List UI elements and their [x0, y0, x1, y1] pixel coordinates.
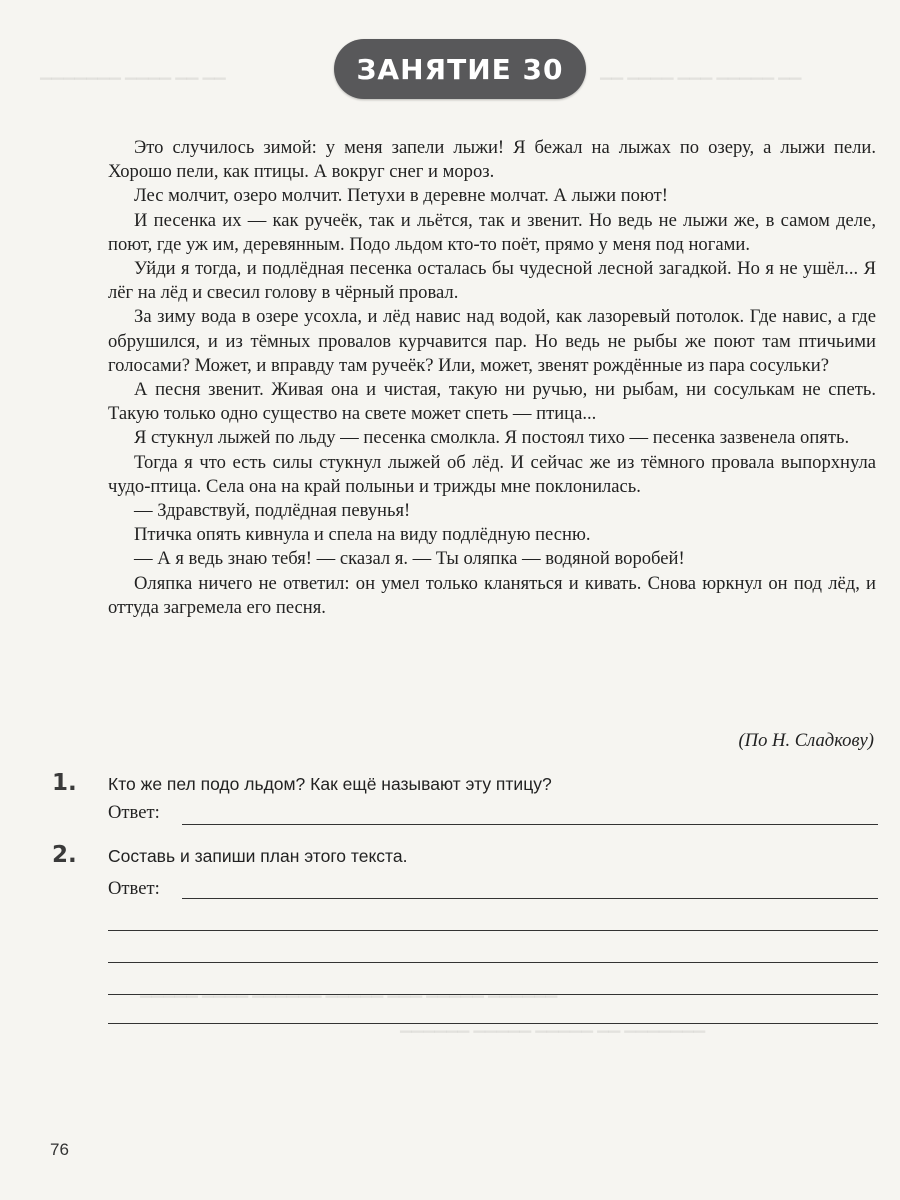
story-paragraph: — А я ведь знаю тебя! — сказал я. — Ты оляпка — водяной воробей! — [134, 548, 685, 570]
story-paragraph: Уйди я тогда, и подлёдная песенка осталась бы чудесной лесной загадкой. Но я не ушёл... Я лёг на лёд и свесил голову в чёрный провал. — [108, 258, 876, 304]
task-number: 2. — [52, 842, 77, 868]
lesson-title: ЗАНЯТИЕ 30 — [356, 52, 564, 86]
answer-line[interactable] — [182, 898, 878, 899]
answer-line[interactable] — [108, 994, 878, 995]
bleed-through: ▁▁ ▁▁▁▁ ▁▁▁ ▁▁▁▁▁ ▁▁ — [600, 63, 802, 80]
story-paragraph: И песенка их — как ручеёк, так и льётся, так и звенит. Но ведь не лыжи же, в самом деле, поют, где уж им, деревянным. Подо льдом кто-то поёт, прямо у меня под ногами. — [108, 209, 876, 255]
answer-label: Ответ: — [108, 878, 160, 899]
task-1 — [52, 770, 882, 834]
story-author: (По Н. Сладкову) — [738, 730, 874, 751]
bleed-through: ▁▁▁▁▁▁▁ ▁▁▁▁ ▁▁ ▁▁ — [40, 63, 226, 80]
answer-label: Ответ: — [108, 802, 160, 823]
story-paragraph: — Здравствуй, подлёдная певунья! — [134, 500, 411, 522]
story-paragraph: Тогда я что есть силы стукнул лыжей об лёд. И сейчас же из тёмного провала выпорхнула чудо-птица. Села она на край полыньи и трижды мне поклонилась. — [108, 451, 876, 497]
bleed-through: ▁▁▁▁▁▁ ▁▁▁▁▁ ▁▁▁▁▁ ▁▁ ▁▁▁▁▁▁▁ — [400, 1016, 706, 1033]
answer-line[interactable] — [182, 824, 878, 825]
story-text — [108, 136, 876, 620]
bleed-through: ▁▁▁▁▁ ▁▁▁▁ ▁▁▁▁▁▁ ▁▁▁▁▁ ▁▁▁ ▁▁▁▁▁ ▁▁▁▁▁▁ — [140, 981, 558, 998]
answer-line[interactable] — [108, 930, 878, 931]
story-paragraph: Оляпка ничего не ответил: он умел только кланяться и кивать. Снова юркнул он под лёд, и оттуда загремела его песня. — [108, 572, 876, 618]
answer-line[interactable] — [108, 962, 878, 963]
page-number: 76 — [50, 1140, 69, 1159]
story-paragraph: Я стукнул лыжей по льду — песенка смолкла. Я постоял тихо — песенка зазвенела опять. — [134, 427, 850, 449]
story-paragraph: Птичка опять кивнула и спела на виду подлёдную песню. — [134, 524, 591, 546]
task-question: Составь и запиши план этого текста. — [108, 846, 408, 866]
lesson-title-badge — [334, 39, 586, 99]
story-paragraph: Лес молчит, озеро молчит. Петухи в деревне молчат. А лыжи поют! — [134, 185, 668, 207]
story-paragraph: За зиму вода в озере усохла, и лёд навис над водой, как лазоревый потолок. Где навис, а где обрушился, и из тёмных провалов курчавится пар. Но ведь не рыбы же поют там птичьими голосами? Может, и вправду там ручеёк? Или, может, звенят рождённые из пара сосульки? — [108, 306, 876, 376]
answer-line[interactable] — [108, 1023, 878, 1024]
task-2 — [52, 842, 882, 1026]
task-question: Кто же пел подо льдом? Как ещё называют эту птицу? — [108, 774, 552, 794]
story-paragraph: Это случилось зимой: у меня запели лыжи! Я бежал на лыжах по озеру, а лыжи пели. Хорошо пели, как птицы. А вокруг снег и мороз. — [108, 137, 876, 183]
task-number: 1. — [52, 770, 77, 796]
story-paragraph: А песня звенит. Живая она и чистая, такую ни ручью, ни рыбам, ни сосулькам не спеть. Такую только одно существо на свете может спеть — птица... — [108, 379, 876, 425]
